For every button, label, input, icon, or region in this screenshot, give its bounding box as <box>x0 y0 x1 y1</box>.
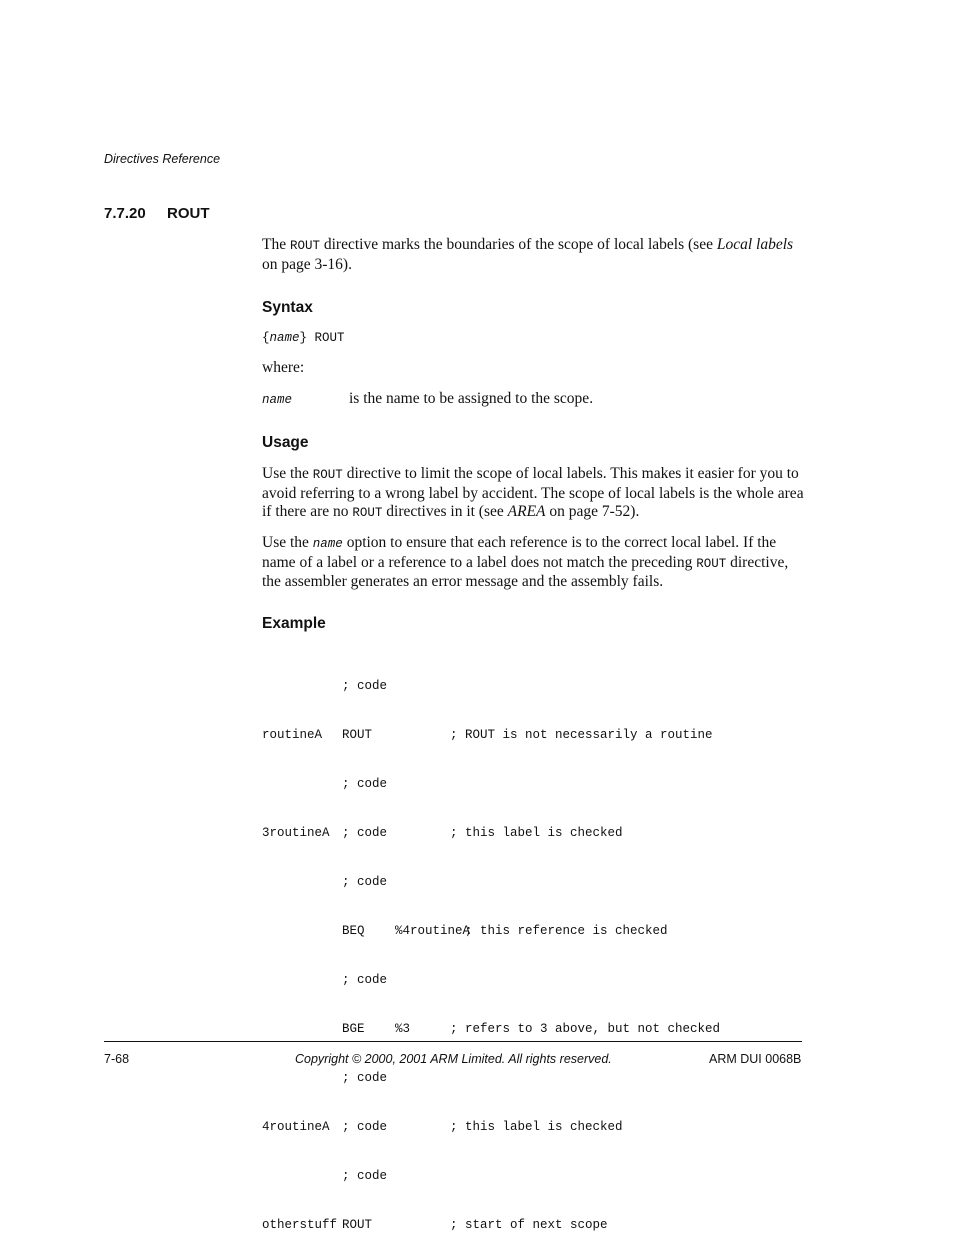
usage-paragraph-1 <box>262 465 807 523</box>
code-line <box>262 972 720 988</box>
code-label: otherstuff <box>262 1218 338 1233</box>
code-line <box>262 1168 720 1184</box>
usage-text: on page 7-52). <box>545 503 640 521</box>
code-comment: ; this reference is checked <box>450 923 668 938</box>
section-heading <box>104 205 210 222</box>
footer-divider <box>104 1041 802 1042</box>
intro-text: on page 3-16). <box>262 255 352 273</box>
code-op: ROUT <box>342 727 373 742</box>
code-comment: ; this label is checked <box>450 825 623 840</box>
code-arg: %3 <box>395 1021 411 1036</box>
code-line <box>262 1070 720 1086</box>
code-comment: ; this label is checked <box>450 1119 623 1134</box>
usage-text: directive, the assembler generates an error message and the assembly fails. <box>262 553 789 591</box>
code-line <box>262 1119 720 1135</box>
intro-paragraph <box>262 236 807 274</box>
usage-text: option to ensure that each reference is to the correct local label. If the name of a label or a reference to a label does not match the preceding <box>262 534 777 571</box>
intro-text: directive marks the boundaries of the scope of local labels (see <box>320 236 717 253</box>
inline-code: name <box>312 537 343 551</box>
code-op: BGE <box>342 1021 365 1036</box>
section-title: ROUT <box>167 205 210 222</box>
code-arg: %4routineA <box>395 923 471 938</box>
code-op: ; code <box>342 1169 388 1183</box>
where-text: where: <box>262 359 305 376</box>
code-line <box>262 825 720 841</box>
page-number: 7-68 <box>104 1052 130 1066</box>
code-line <box>262 678 720 694</box>
document-id: ARM DUI 0068B <box>709 1052 802 1066</box>
code-op: ; code <box>342 678 388 693</box>
code-example <box>262 645 720 1250</box>
section-number: 7.7.20 <box>104 205 146 222</box>
code-line <box>262 1217 720 1233</box>
syntax-line <box>262 331 345 345</box>
code-comment: ; start of next scope <box>450 1218 608 1233</box>
code-op: ; code <box>342 874 388 889</box>
usage-text: Use the <box>262 465 313 482</box>
code-op: ; code <box>342 776 388 791</box>
usage-paragraph-2 <box>262 534 807 592</box>
code-op: ; code <box>342 972 388 987</box>
cross-reference-link[interactable]: Local labels <box>716 236 794 253</box>
code-op: ; code <box>342 825 388 840</box>
inline-code: ROUT <box>696 556 727 571</box>
code-line <box>262 727 720 743</box>
code-line <box>262 874 720 890</box>
code-comment: ; refers to 3 above, but not checked <box>450 1021 721 1036</box>
code-op: ; code <box>342 1070 388 1085</box>
code-label: 3routineA <box>262 825 330 840</box>
definition-description: is the name to be assigned to the scope. <box>349 390 594 407</box>
syntax-param: name <box>269 331 300 345</box>
code-line <box>262 776 720 792</box>
code-op: ROUT <box>342 1218 373 1233</box>
syntax-brace: { <box>262 331 270 345</box>
cross-reference-link[interactable]: AREA <box>507 503 546 521</box>
intro-text: The <box>262 236 290 253</box>
usage-text: directive to limit the scope of local labels. This makes it easier for you to avoid referring to a wrong label by accident. The scope of local labels is the whole area if there are no <box>262 465 804 521</box>
definition-term: name <box>262 393 293 407</box>
syntax-directive: ROUT <box>307 331 345 345</box>
usage-heading: Usage <box>262 434 309 451</box>
code-label: 4routineA <box>262 1119 330 1134</box>
code-op: ; code <box>342 1119 388 1134</box>
code-op: BEQ <box>342 923 365 938</box>
code-label: routineA <box>262 727 323 742</box>
example-heading: Example <box>262 615 326 632</box>
code-line <box>262 1021 720 1037</box>
inline-code: ROUT <box>289 239 320 253</box>
usage-text: Use the <box>262 534 313 551</box>
running-head: Directives Reference <box>104 152 221 166</box>
usage-text: directives in it (see <box>382 503 508 521</box>
inline-code: ROUT <box>312 468 343 482</box>
copyright-notice: Copyright © 2000, 2001 ARM Limited. All rights reserved. <box>295 1052 612 1066</box>
syntax-heading: Syntax <box>262 299 313 316</box>
code-line <box>262 923 720 939</box>
code-comment: ; ROUT is not necessarily a routine <box>450 727 713 742</box>
inline-code: ROUT <box>352 506 383 521</box>
syntax-brace: } <box>299 331 308 345</box>
